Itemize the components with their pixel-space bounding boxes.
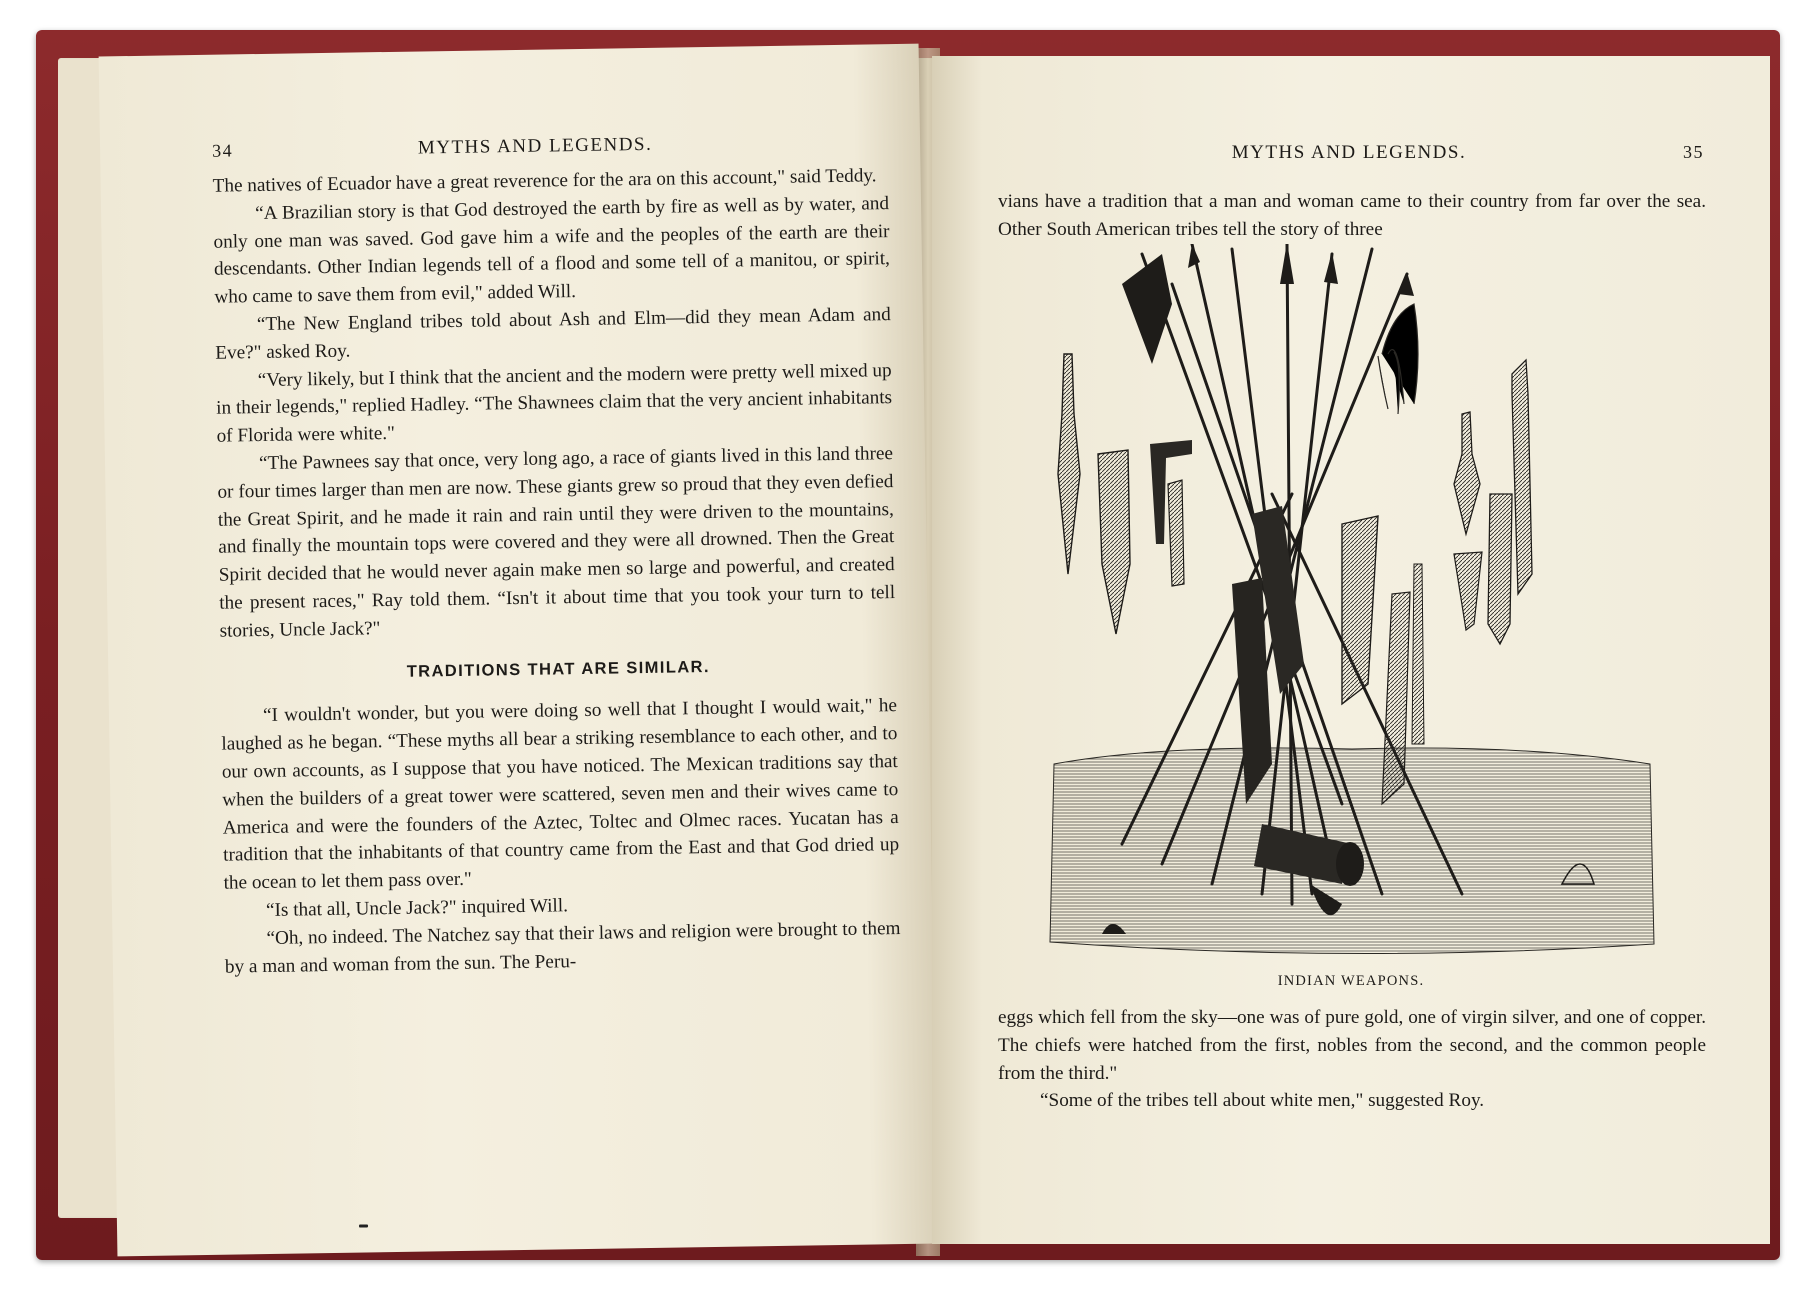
paragraph: “The Pawnees say that once, very long ago, a race of giants lived in this land three or four times larger than men are now. These giants grew so proud that they even defied the Great Spirit, and he made it rain and rain until they were driven to the mountains, and finally the mountain tops were covered and they were all drowned. Then the Great Spirit decided that he would never again make men so large and powerful, and created the present races," Ray told them. “Isn't it about time that you took your turn to tell stories, Uncle Jack?"	[217, 443, 896, 642]
left-text-block	[212, 162, 901, 981]
paragraph: “Very likely, but I think that the ancient and the modern were pretty well mixed up in their legends," replied Hadley. “The Shawnees claim that the very ancient inhabitants of Florida were white."	[216, 359, 893, 447]
left-running-head	[211, 131, 858, 161]
ink-mark	[359, 1224, 368, 1227]
indian-weapons-illustration	[1042, 244, 1662, 964]
right-running-title: MYTHS AND LEGENDS.	[1231, 142, 1467, 163]
paragraph: “Oh, no indeed. The Natchez say that their laws and religion were brought to them by a man and woman from the sun. The Peru-	[224, 917, 901, 978]
right-page-number: 35	[1683, 142, 1704, 162]
left-page-number: 34	[211, 140, 234, 161]
paragraph: The natives of Ecuador have a great reverence for the ara on this account," said Teddy.	[212, 165, 877, 197]
paragraph: “I wouldn't wonder, but you were doing so well that I thought I would wait," he laughed as he began. “These myths all bear a striking resemblance to each other, and to our own accounts, as I suppose that you have noticed. The Mexican traditions say that when the builders of a great tower were scattered, seven men and their wives came to America and were the founders of the Aztec, Toltec and Olmec races. Yucatan has a tradition that the inhabitants of that country came from the East and that God dried up the ocean to let them pass over."	[221, 695, 900, 894]
paragraph: vians have a tradition that a man and woman came to their country from far over the sea. Other South American tribes tell the story of three	[998, 191, 1706, 240]
left-running-title: MYTHS AND LEGENDS.	[417, 133, 653, 159]
right-page	[932, 56, 1770, 1244]
paragraph: eggs which fell from the sky—one was of pure gold, one of virgin silver, and one of copper. The chiefs were hatched from the first, nobles from the second, and the common people from the third."	[998, 1007, 1706, 1084]
section-heading: TRADITIONS THAT ARE SIMILAR.	[406, 657, 711, 681]
paragraph: “Is that all, Uncle Jack?" inquired Will.	[265, 895, 569, 921]
right-text-top	[998, 188, 1706, 244]
figure-caption: INDIAN WEAPONS.	[1277, 973, 1425, 989]
left-page	[99, 44, 938, 1257]
paragraph: “The New England tribes told about Ash and Elm—did they mean Adam and Eve?" asked Roy.	[215, 304, 891, 364]
paragraph: “Some of the tribes tell about white men," suggested Roy.	[1040, 1090, 1485, 1112]
right-text-bottom	[998, 1004, 1706, 1115]
paragraph: “A Brazilian story is that God destroyed the earth by fire as well as by water, and only one man was saved. God gave him a wife and the peoples of the earth are their descendants. Other Indian legends tell of a flood and some tell of a manitou, or spirit, who came to save them from evil," added Will.	[213, 192, 891, 308]
